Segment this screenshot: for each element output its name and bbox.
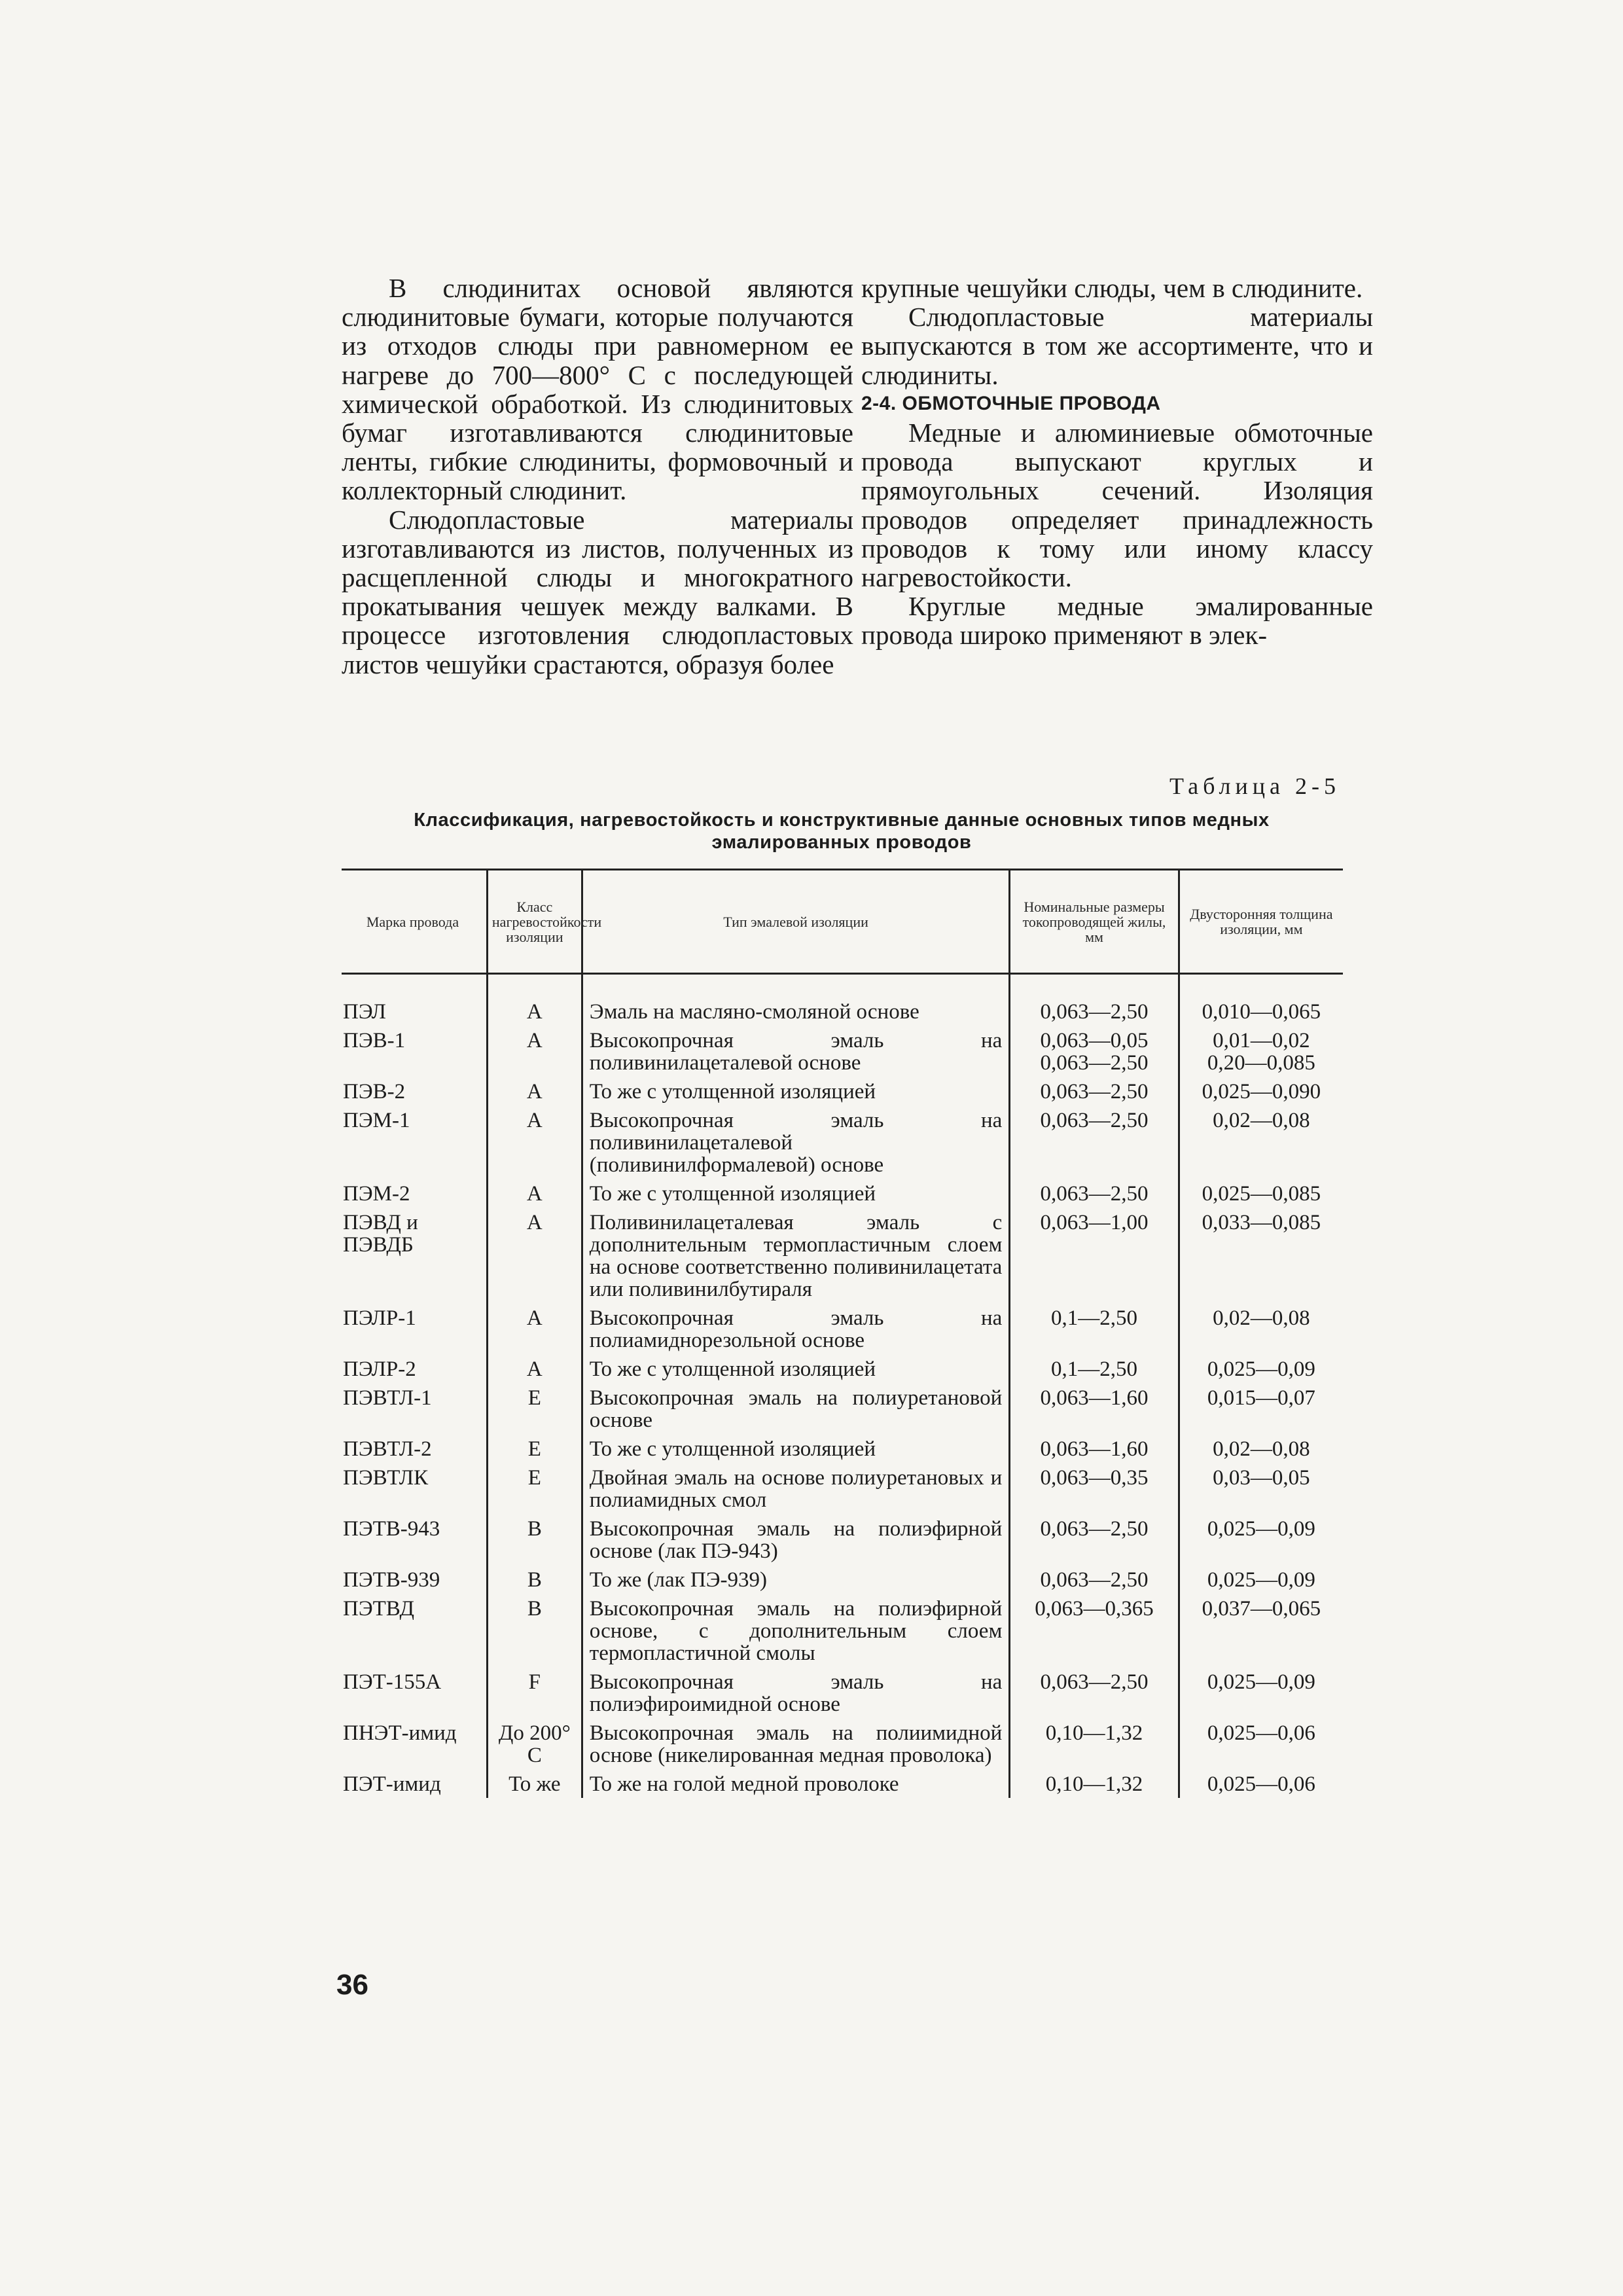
cell-class-text: В [527, 1597, 542, 1621]
cell-type [582, 1667, 1010, 1718]
paragraph: В слюдинитах основой являются слюдинитовые бумаги, которые получаются из отходов слюды при равномерном ее нагреве до 700—800° С с последующей химической обработкой. Из слюдинитовых бумаг изготавливаются слюдинитовые ленты, гибкие слюдиниты, формовочный и коллекторный слюдинит. [342, 273, 853, 506]
cell-thick [1179, 1077, 1343, 1105]
header-thick: Двусторонняя толщина изоляции, мм [1179, 870, 1343, 974]
cell-type-text: То же с утолщенной изоляцией [589, 1357, 876, 1381]
cell-type-text: Высокопрочная эмаль на поливинилацеталевой основе [589, 1029, 1003, 1075]
cell-dim-text: 0,063—1,60 [1040, 1386, 1149, 1410]
cell-dim-text: 0,1—2,50 [1051, 1306, 1138, 1330]
cell-class [487, 1179, 582, 1208]
table-row [342, 1383, 1343, 1434]
cell-class [487, 1026, 582, 1077]
cell-mark-text: ПЭВТЛ-2 [343, 1437, 432, 1461]
cell-mark-text: ПЭТВД [343, 1597, 415, 1621]
cell-class-text: В [527, 1517, 542, 1541]
cell-thick-text: 0,033—0,085 [1202, 1211, 1321, 1234]
cell-mark-text: ПЭЛР-1 [343, 1306, 416, 1330]
cell-type [582, 1718, 1010, 1769]
header-dim: Номинальные размеры токопроводящей жилы, мм [1010, 870, 1179, 974]
cell-class-text: А [526, 1357, 543, 1381]
cell-mark-text: ПЭВД и ПЭВДБ [343, 1211, 418, 1257]
cell-mark [342, 1208, 487, 1303]
cell-thick-text: 0,010—0,065 [1202, 1000, 1321, 1024]
cell-type-text: Эмаль на масляно-смоляной основе [589, 1000, 919, 1024]
header-type: Тип эмалевой изоляции [582, 870, 1010, 974]
cell-dim-text: 0,063—2,50 [1040, 1670, 1149, 1694]
cell-type [582, 1026, 1010, 1077]
cell-mark-text: ПЭМ-2 [343, 1182, 410, 1206]
cell-class-text: Е [527, 1386, 541, 1410]
cell-type-text: Высокопрочная эмаль на полиамиднорезольной основе [589, 1306, 1003, 1352]
cell-type [582, 1383, 1010, 1434]
cell-mark-text: ПЭМ-1 [343, 1109, 410, 1132]
cell-class [487, 1354, 582, 1383]
header-class: Класс нагревостойкости изоляции [487, 870, 582, 974]
cell-mark-text: ПЭТ-155А [343, 1670, 442, 1694]
cell-thick [1179, 1179, 1343, 1208]
cell-class [487, 1769, 582, 1798]
cell-class-text: F [528, 1670, 541, 1694]
cell-thick-text: 0,025—0,09 [1207, 1357, 1315, 1381]
cell-thick-text: 0,02—0,08 [1213, 1437, 1310, 1461]
cell-type [582, 1565, 1010, 1594]
page-number: 36 [336, 1969, 368, 2001]
cell-dim [1010, 1434, 1179, 1463]
left-text-column [342, 274, 853, 679]
cell-dim [1010, 1105, 1179, 1179]
cell-dim [1010, 1667, 1179, 1718]
table-row [342, 1769, 1343, 1798]
cell-type-text: Высокопрочная эмаль на полиуретановой основе [589, 1386, 1003, 1432]
cell-dim [1010, 1077, 1179, 1105]
cell-type [582, 1105, 1010, 1179]
cell-dim [1010, 1463, 1179, 1514]
cell-mark-text: ПНЭТ-имид [343, 1721, 457, 1745]
cell-mark-text: ПЭЛ [343, 1000, 386, 1024]
cell-thick [1179, 1026, 1343, 1077]
cell-thick-text: 0,03—0,05 [1213, 1466, 1310, 1490]
cell-class [487, 974, 582, 1026]
cell-class [487, 1718, 582, 1769]
cell-class-text: То же [508, 1772, 561, 1796]
cell-mark [342, 1179, 487, 1208]
table-row [342, 1463, 1343, 1514]
cell-mark [342, 1667, 487, 1718]
cell-mark [342, 1105, 487, 1179]
cell-class [487, 1077, 582, 1105]
cell-mark [342, 1354, 487, 1383]
cell-dim-text: 0,063—2,50 [1040, 1109, 1149, 1132]
paragraph: Слюдопластовые материалы изготавливаются из листов, полученных из расщепленной слюды и многократного прокатывания чешуек между валками. В процессе изготовления слюдопластовых листов чешуйки срастаются, образуя более [342, 504, 853, 679]
cell-class-text: Е [527, 1437, 541, 1461]
cell-class [487, 1514, 582, 1565]
cell-class [487, 1463, 582, 1514]
table-row [342, 1077, 1343, 1105]
cell-mark-text: ПЭТВ-943 [343, 1517, 440, 1541]
cell-thick [1179, 1303, 1343, 1354]
table-row [342, 1594, 1343, 1667]
cell-dim-text: 0,10—1,32 [1045, 1721, 1143, 1745]
cell-class-text: А [526, 1306, 543, 1330]
cell-thick-text: 0,025—0,090 [1202, 1080, 1321, 1103]
cell-type [582, 1769, 1010, 1798]
cell-thick-text: 0,025—0,09 [1207, 1670, 1315, 1694]
cell-class-text: А [526, 1080, 543, 1103]
cell-type-text: То же (лак ПЭ-939) [589, 1568, 767, 1592]
cell-mark-text: ПЭТВ-939 [343, 1568, 440, 1592]
header-mark: Марка провода [342, 870, 487, 974]
table-row [342, 1354, 1343, 1383]
paragraph: крупные чешуйки слюды, чем в слюдините. [861, 273, 1363, 303]
cell-type-text: То же с утолщенной изоляцией [589, 1080, 876, 1103]
table-row [342, 1026, 1343, 1077]
cell-dim-text: 0,063—2,50 [1040, 1000, 1149, 1024]
cell-class [487, 1434, 582, 1463]
cell-mark-text: ПЭВТЛК [343, 1466, 429, 1490]
cell-mark [342, 1514, 487, 1565]
section-heading: 2-4. ОБМОТОЧНЫЕ ПРОВОДА [861, 392, 1161, 414]
table-row [342, 1208, 1343, 1303]
cell-dim-text: 0,063—1,00 [1040, 1211, 1149, 1234]
cell-class [487, 1667, 582, 1718]
cell-mark [342, 1303, 487, 1354]
right-text-column [861, 274, 1373, 650]
cell-thick-text: 0,025—0,09 [1207, 1517, 1315, 1541]
cell-type [582, 1514, 1010, 1565]
cell-class-text: В [527, 1568, 542, 1592]
cell-class-text: А [526, 1211, 543, 1234]
cell-thick [1179, 1105, 1343, 1179]
cell-thick [1179, 1383, 1343, 1434]
cell-dim-text: 0,10—1,32 [1045, 1772, 1143, 1796]
table-caption: Классификация, нагревостойкость и конструктивные данные основных типов медных эмалированных проводов [414, 810, 1270, 853]
table-row [342, 1303, 1343, 1354]
cell-class-text: А [526, 1029, 543, 1052]
cell-thick [1179, 1594, 1343, 1667]
cell-thick [1179, 1463, 1343, 1514]
cell-dim-text: 0,063—1,60 [1040, 1437, 1149, 1461]
cell-type-text: Высокопрочная эмаль на полиимидной основе (никелированная медная проволока) [589, 1721, 1003, 1767]
cell-type [582, 1303, 1010, 1354]
cell-class [487, 1208, 582, 1303]
cell-dim [1010, 974, 1179, 1026]
cell-thick-text: 0,025—0,06 [1207, 1772, 1315, 1796]
cell-type-text: Высокопрочная эмаль на поливинилацеталевой (поливинилформалевой) основе [589, 1109, 1003, 1177]
cell-class-text: Е [527, 1466, 541, 1490]
cell-mark-text: ПЭВ-2 [343, 1080, 406, 1103]
cell-mark [342, 1383, 487, 1434]
cell-mark-text: ПЭЛР-2 [343, 1357, 416, 1381]
cell-thick [1179, 1718, 1343, 1769]
cell-thick [1179, 1354, 1343, 1383]
table-header-row [342, 870, 1343, 974]
cell-thick [1179, 1769, 1343, 1798]
cell-dim [1010, 1769, 1179, 1798]
table-row [342, 1514, 1343, 1565]
cell-dim-text: 0,063—2,50 [1040, 1182, 1149, 1206]
cell-class [487, 1565, 582, 1594]
cell-thick [1179, 1514, 1343, 1565]
cell-thick [1179, 1565, 1343, 1594]
cell-thick-text: 0,037—0,065 [1202, 1597, 1321, 1621]
cell-thick-text: 0,025—0,09 [1207, 1568, 1315, 1592]
cell-dim [1010, 1303, 1179, 1354]
cell-mark [342, 1769, 487, 1798]
cell-thick [1179, 974, 1343, 1026]
cell-class [487, 1303, 582, 1354]
table-row [342, 1718, 1343, 1769]
cell-class [487, 1594, 582, 1667]
cell-mark [342, 1718, 487, 1769]
table-row [342, 1179, 1343, 1208]
cell-mark-text: ПЭТ-имид [343, 1772, 441, 1796]
cell-class-text: А [526, 1182, 543, 1206]
cell-dim [1010, 1594, 1179, 1667]
cell-type-text: Высокопрочная эмаль на полиэфирной основе (лак ПЭ-943) [589, 1517, 1003, 1563]
table-row [342, 974, 1343, 1026]
cell-type [582, 1179, 1010, 1208]
cell-type-text: Поливинилацеталевая эмаль с дополнительным термопластичным слоем на основе соответственно поливинилацетата или поливинилбутираля [589, 1211, 1003, 1301]
cell-thick-text: 0,01—0,02 0,20—0,085 [1207, 1029, 1315, 1075]
cell-thick-text: 0,02—0,08 [1213, 1109, 1310, 1132]
cell-type [582, 974, 1010, 1026]
cell-class-text: А [526, 1109, 543, 1132]
cell-dim [1010, 1208, 1179, 1303]
cell-dim-text: 0,063—0,05 0,063—2,50 [1040, 1029, 1149, 1075]
cell-thick-text: 0,02—0,08 [1213, 1306, 1310, 1330]
cell-type [582, 1208, 1010, 1303]
cell-thick [1179, 1208, 1343, 1303]
table-row [342, 1667, 1343, 1718]
cell-mark [342, 1565, 487, 1594]
cell-dim-text: 0,063—2,50 [1040, 1568, 1149, 1592]
paragraph: Слюдопластовые материалы выпускаются в том же ассортименте, что и слюдиниты. [861, 302, 1373, 390]
wire-table [342, 869, 1343, 1798]
cell-dim [1010, 1354, 1179, 1383]
cell-type [582, 1434, 1010, 1463]
cell-thick [1179, 1434, 1343, 1463]
cell-mark [342, 974, 487, 1026]
paragraph: Медные и алюминиевые обмоточные провода выпускают круглых и прямоугольных сечений. Изоляция проводов определяет принадлежность проводов к тому или иному классу нагревостойкости. [861, 418, 1373, 593]
cell-mark [342, 1463, 487, 1514]
cell-mark [342, 1434, 487, 1463]
cell-type-text: То же с утолщенной изоляцией [589, 1437, 876, 1461]
cell-dim [1010, 1565, 1179, 1594]
table-body [342, 974, 1343, 1799]
cell-dim-text: 0,1—2,50 [1051, 1357, 1138, 1381]
cell-type-text: Высокопрочная эмаль на полиэфироимидной основе [589, 1670, 1003, 1716]
cell-type-text: Высокопрочная эмаль на полиэфирной основе, с дополнительным слоем термопластичной смолы [589, 1597, 1003, 1665]
table-row [342, 1434, 1343, 1463]
cell-type [582, 1077, 1010, 1105]
cell-class [487, 1383, 582, 1434]
cell-mark-text: ПЭВ-1 [343, 1029, 406, 1052]
cell-class-text: А [526, 1000, 543, 1024]
cell-dim-text: 0,063—0,35 [1040, 1466, 1149, 1490]
cell-type [582, 1354, 1010, 1383]
cell-mark [342, 1026, 487, 1077]
cell-type [582, 1463, 1010, 1514]
cell-dim-text: 0,063—0,365 [1035, 1597, 1154, 1621]
table-label: Таблица 2-5 [1169, 773, 1340, 799]
paragraph: Круглые медные эмалированные провода широко применяют в элек- [861, 591, 1373, 651]
cell-dim [1010, 1383, 1179, 1434]
cell-mark [342, 1594, 487, 1667]
table-row [342, 1565, 1343, 1594]
cell-dim-text: 0,063—2,50 [1040, 1517, 1149, 1541]
cell-dim [1010, 1026, 1179, 1077]
cell-thick-text: 0,025—0,06 [1207, 1721, 1315, 1745]
cell-type-text: То же с утолщенной изоляцией [589, 1182, 876, 1206]
table-row [342, 1105, 1343, 1179]
cell-dim [1010, 1718, 1179, 1769]
cell-mark [342, 1077, 487, 1105]
cell-type-text: То же на голой медной проволоке [589, 1772, 899, 1796]
cell-dim [1010, 1179, 1179, 1208]
cell-mark-text: ПЭВТЛ-1 [343, 1386, 432, 1410]
cell-class [487, 1105, 582, 1179]
cell-thick-text: 0,025—0,085 [1202, 1182, 1321, 1206]
cell-dim [1010, 1514, 1179, 1565]
cell-type [582, 1594, 1010, 1667]
cell-thick [1179, 1667, 1343, 1718]
cell-class-text: До 200° С [498, 1721, 571, 1767]
cell-dim-text: 0,063—2,50 [1040, 1080, 1149, 1103]
cell-thick-text: 0,015—0,07 [1207, 1386, 1315, 1410]
cell-type-text: Двойная эмаль на основе полиуретановых и полиамидных смол [589, 1466, 1003, 1512]
